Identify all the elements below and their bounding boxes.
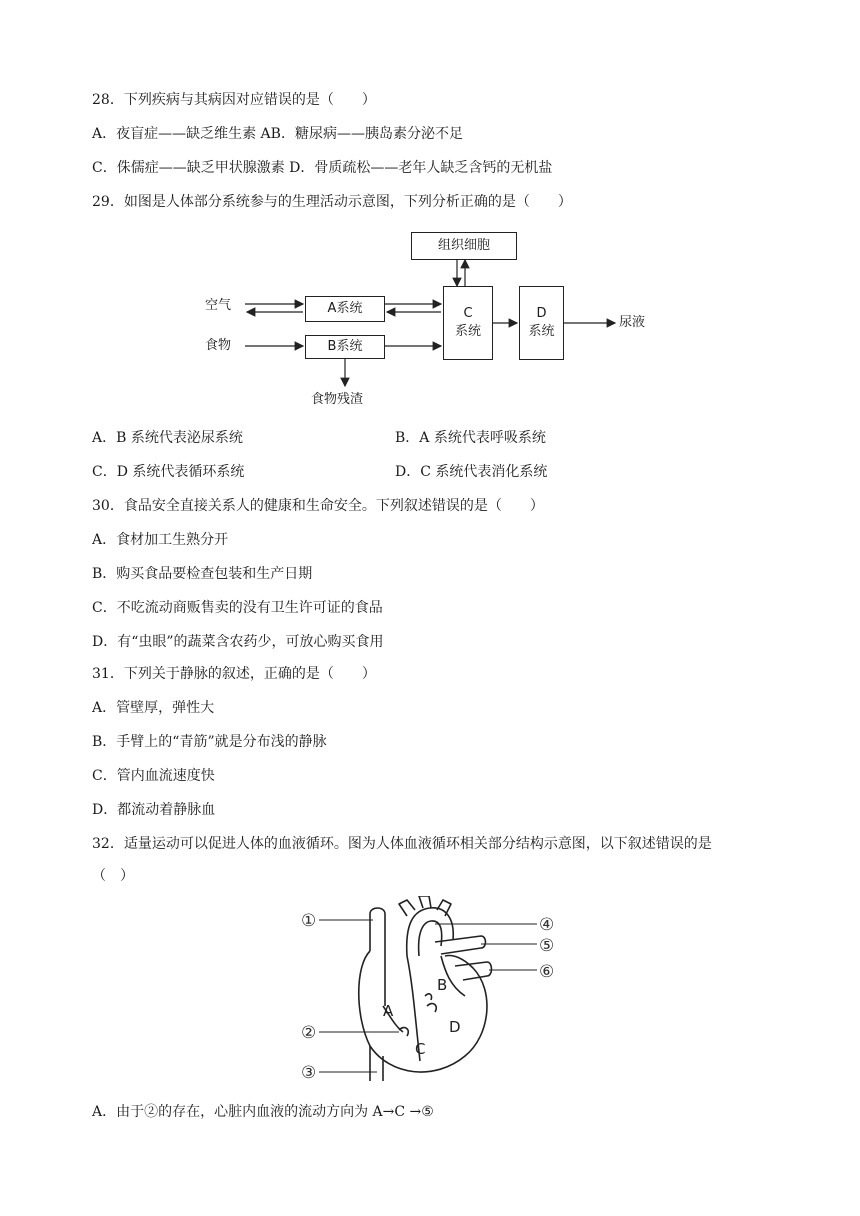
c-system-box: [443, 286, 493, 360]
c-system-word: 系统: [454, 324, 481, 339]
d-system-box: [519, 286, 564, 360]
heart-diagram: [295, 896, 565, 1088]
label-6: ⑥: [539, 962, 555, 982]
food-label: 食物: [205, 338, 232, 353]
d-system-letter: D: [536, 306, 547, 321]
label-2: ②: [301, 1023, 317, 1043]
food-residue-label: 食物残渣: [311, 392, 364, 407]
q32-option-a: A．由于②的存在，心脏内血液的流动方向为 A→C →⑤: [92, 1104, 434, 1120]
chamber-a: A: [383, 1002, 394, 1020]
chamber-d: D: [449, 1018, 461, 1036]
heart-illustration: [295, 896, 565, 1088]
chamber-b: B: [437, 976, 448, 994]
q32-stem: 32．适量运动可以促进人体的血液循环。图为人体血液循环相关部分结构示意图，以下叙述错误的是: [92, 836, 712, 852]
c-system-letter: C: [463, 306, 473, 321]
q30-option-c: C．不吃流动商贩售卖的没有卫生许可证的食品: [92, 600, 383, 616]
q31-option-b: B．手臂上的“青筋”就是分布浅的静脉: [92, 734, 327, 750]
q29-option-d: D．C 系统代表消化系统: [395, 464, 548, 480]
q30-option-b: B．购买食品要检查包装和生产日期: [92, 566, 313, 582]
q30-option-a: A．食材加工生熟分开: [92, 532, 229, 548]
physiology-flow-diagram: [195, 226, 675, 416]
urine-label: 尿液: [619, 315, 646, 330]
q32-stem-continuation: （ ）: [92, 868, 134, 884]
d-system-word: 系统: [528, 324, 555, 339]
q28-stem: 28．下列疾病与其病因对应错误的是（ ）: [92, 92, 376, 108]
chamber-c: C: [415, 1040, 426, 1058]
q29-stem: 29．如图是人体部分系统参与的生理活动示意图，下列分析正确的是（ ）: [92, 194, 572, 210]
q31-option-c: C．管内血流速度快: [92, 768, 215, 784]
label-3: ③: [301, 1063, 317, 1083]
b-system-box: B系统: [305, 335, 385, 359]
q28-option-a-b: A．夜盲症——缺乏维生素 AB．糖尿病——胰岛素分泌不足: [92, 126, 463, 142]
q28-option-c-d: C．侏儒症——缺乏甲状腺激素 D．骨质疏松——老年人缺乏含钙的无机盐: [92, 160, 553, 176]
q30-option-d: D．有“虫眼”的蔬菜含农药少，可放心购买食用: [92, 634, 384, 650]
a-system-box: A系统: [305, 296, 385, 322]
label-1: ①: [301, 911, 317, 931]
tissue-cells-box: 组织细胞: [411, 232, 517, 260]
q29-option-a: A．B 系统代表泌尿系统: [92, 430, 243, 446]
q29-option-c: C．D 系统代表循环系统: [92, 464, 245, 480]
label-5: ⑤: [539, 936, 555, 956]
q31-option-d: D．都流动着静脉血: [92, 802, 216, 818]
q31-stem: 31．下列关于静脉的叙述，正确的是（ ）: [92, 666, 376, 682]
air-label: 空气: [205, 298, 232, 313]
q29-option-b: B．A 系统代表呼吸系统: [395, 430, 546, 446]
label-4: ④: [539, 915, 555, 935]
q30-stem: 30．食品安全直接关系人的健康和生命安全。下列叙述错误的是（ ）: [92, 498, 544, 514]
q31-option-a: A．管壁厚，弹性大: [92, 700, 215, 716]
